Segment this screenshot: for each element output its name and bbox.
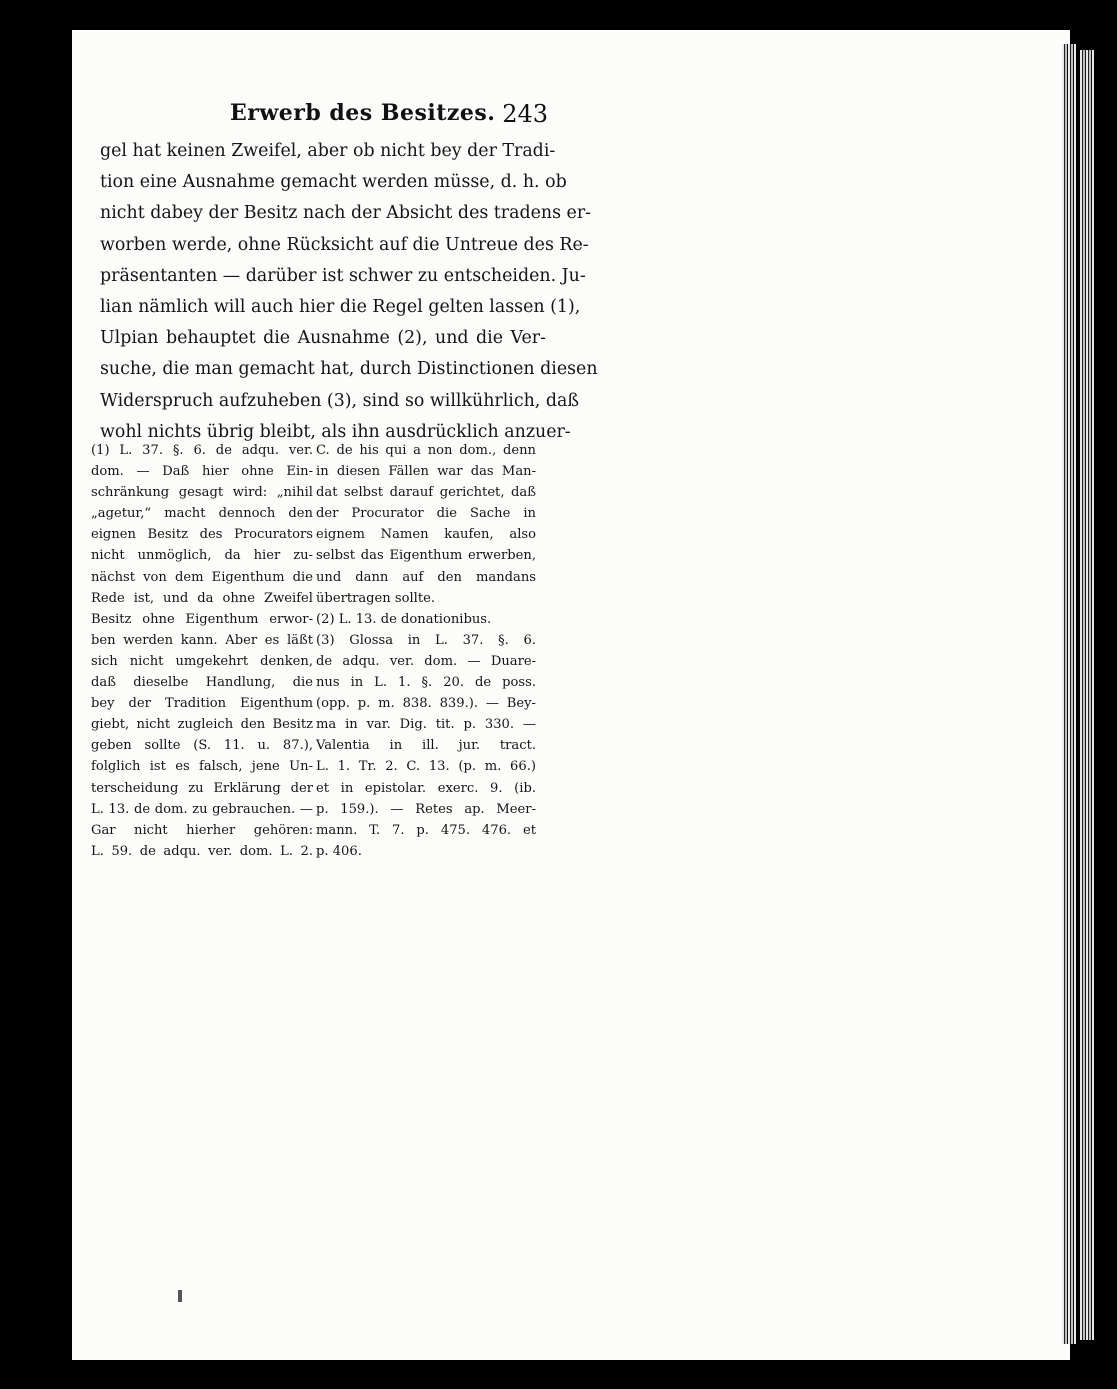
footnote-line: eignem Namen kaufen, also	[316, 527, 536, 543]
footnote-line: giebt, nicht zugleich den Besitz	[91, 717, 313, 733]
footnote-line: (opp. p. m. 838. 839.). — Bey-	[316, 696, 536, 712]
text-line: tion eine Ausnahme gemacht werden müsse, d. h. ob	[100, 172, 567, 193]
footnote-line: C. de his qui a non dom., denn	[316, 443, 536, 458]
footnote-line: L. 13. de dom. zu gebrauchen. —	[91, 801, 313, 817]
footnote-line: dom. — Daß hier ohne Ein-	[91, 464, 313, 480]
text-line: gel hat keinen Zweifel, aber ob nicht bey der Tradi-	[100, 141, 556, 161]
footnote-line: in diesen Fällen war das Man-	[316, 464, 536, 480]
footnote-line: nicht unmöglich, da hier zu-	[91, 548, 313, 564]
footnote-line: dat selbst darauf gerichtet, daß	[316, 485, 536, 501]
footnote-line: folglich ist es falsch, jene Un-	[91, 759, 313, 775]
footnote-line: „agetur,“ macht dennoch den	[91, 506, 313, 522]
footnote-line: terscheidung zu Erklärung der	[91, 780, 313, 796]
text-line: Ulpian behauptet die Ausnahme (2), und die Ver-	[100, 328, 546, 349]
footnote-line: Besitz ohne Eigenthum erwor-	[91, 611, 313, 627]
footnotes-right-column	[316, 440, 536, 862]
footnote-line: ma in var. Dig. tit. p. 330. —	[316, 717, 536, 733]
footnote-line: L. 1. Tr. 2. C. 13. (p. m. 66.)	[316, 759, 536, 775]
page-header	[230, 100, 548, 130]
footnote-line: und dann auf den mandans	[316, 569, 536, 585]
text-line: suche, die man gemacht hat, durch Distinctionen diesen	[100, 359, 598, 380]
footnote-line: mann. T. 7. p. 475. 476. et	[316, 822, 536, 838]
footnote-line: übertragen sollte.	[316, 590, 436, 606]
footnote-line: daß dieselbe Handlung, die	[91, 675, 313, 691]
footnote-line: p. 159.). — Retes ap. Meer-	[316, 801, 536, 817]
footnote-line: Valentia in ill. jur. tract.	[316, 738, 536, 754]
footnotes-left-column	[91, 440, 313, 862]
footnote-line: bey der Tradition Eigenthum	[91, 696, 313, 712]
footnote-line: nus in L. 1. §. 20. de poss.	[316, 675, 536, 691]
scan-speck	[178, 1290, 182, 1302]
text-line: wohl nichts übrig bleibt, als ihn ausdrücklich anzuer-	[100, 421, 571, 442]
footnote-line: Rede ist, und da ohne Zweifel	[91, 590, 313, 606]
footnote-line: selbst das Eigenthum erwerben,	[316, 548, 536, 564]
footnote-line: (2) L. 13. de donationibus.	[316, 611, 492, 627]
text-line: Widerspruch aufzuheben (3), sind so willkührlich, daß	[100, 390, 579, 411]
footnote-line: Gar nicht hierher gehören:	[91, 822, 313, 838]
footnote-line: ben werden kann. Aber es läßt	[91, 632, 313, 648]
footnote-line: et in epistolar. exerc. 9. (ib.	[316, 780, 536, 796]
text-line: lian nämlich will auch hier die Regel gelten lassen (1),	[100, 296, 581, 317]
footnote-line: eignen Besitz des Procurators	[91, 527, 313, 543]
page-number: 243	[502, 100, 548, 128]
footnote-line: nächst von dem Eigenthum die	[91, 569, 313, 585]
page-edge-stack-outer	[1080, 50, 1094, 1340]
footnote-line: (3) Glossa in L. 37. §. 6.	[316, 632, 536, 648]
footnote-line: schränkung gesagt wird: „nihil	[91, 485, 313, 501]
text-line: präsentanten — darüber ist schwer zu entscheiden. Ju-	[100, 265, 586, 286]
text-line: worben werde, ohne Rücksicht auf die Untreue des Re-	[100, 234, 589, 255]
footnote-line: de adqu. ver. dom. — Duare-	[316, 653, 536, 669]
footnote-line: L. 59. de adqu. ver. dom. L. 2.	[91, 843, 313, 859]
text-line: nicht dabey der Besitz nach der Absicht des tradens er-	[100, 203, 592, 224]
footnote-line: der Procurator die Sache in	[316, 506, 536, 522]
footnote-line: (1) L. 37. §. 6. de adqu. ver.	[91, 443, 313, 458]
page-edge-stack	[1062, 44, 1076, 1344]
footnote-line: p. 406.	[316, 843, 362, 859]
footnote-line: geben sollte (S. 11. u. 87.),	[91, 738, 313, 754]
footnote-line: sich nicht umgekehrt denken,	[91, 653, 313, 669]
running-title: Erwerb des Besitzes.	[230, 100, 496, 126]
main-text	[100, 136, 598, 448]
